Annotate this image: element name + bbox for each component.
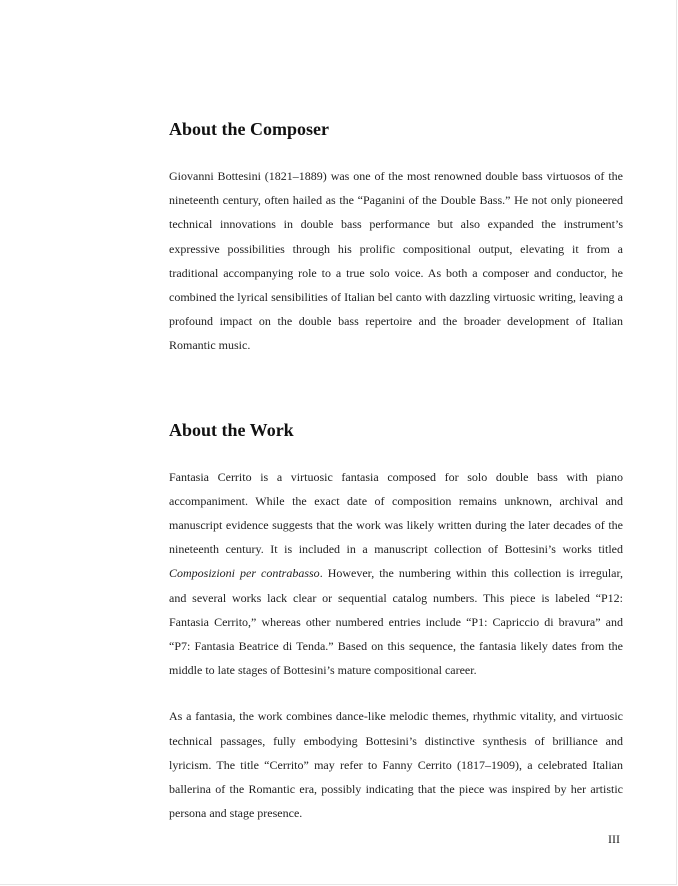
- section-title-composer: About the Composer: [169, 119, 329, 139]
- work-paragraph-1-text-b: . However, the numbering within this collection is irregular, and several works lack clear or sequential catalog numbers. This piece is labeled “P12: Fantasia Cerrito,” whereas other numbered entries include “P1: Capriccio di bravura” and “P7: Fantasia Beatrice di Tenda.” Based on this sequence, the fantasia likely dates from the middle to late stages of Bottesini’s mature compositional career.: [169, 566, 623, 678]
- work-paragraph-1: [169, 465, 623, 683]
- section-title-work: About the Work: [169, 419, 294, 440]
- page-content: [169, 117, 623, 825]
- work-paragraph-1-text-a: Fantasia Cerrito is a virtuosic fantasia composed for solo double bass with piano accompaniment. While the exact date of composition remains unknown, archival and manuscript evidence suggests that the work was likely written during the later decades of the nineteenth century. It is included in a manuscript collection of Bottesini’s works titled: [169, 469, 623, 557]
- collection-title: Composizioni per contrabasso: [169, 566, 320, 581]
- composer-paragraph: Giovanni Bottesini (1821–1889) was one of the most renowned double bass virtuosos of the nineteenth century, often hailed as the “Paganini of the Double Bass.” He not only pioneered technical innovations in double bass performance but also expanded the instrument’s expressive possibilities through his prolific compositional output, elevating it from a traditional accompanying role to a true solo voice. As both a composer and conductor, he combined the lyrical sensibilities of Italian bel canto with dazzling virtuosic writing, leaving a profound impact on the double bass repertoire and the broader development of Italian Romantic music.: [169, 169, 623, 353]
- page-number: III: [608, 832, 620, 846]
- work-paragraph-2: As a fantasia, the work combines dance-like melodic themes, rhythmic vitality, and virtuosic technical passages, fully embodying Bottesini’s distinctive synthesis of brilliance and lyricism. The title “Cerrito” may refer to Fanny Cerrito (1817–1909), a celebrated Italian ballerina of the Romantic era, possibly indicating that the piece was inspired by her artistic persona and stage presence.: [169, 709, 623, 821]
